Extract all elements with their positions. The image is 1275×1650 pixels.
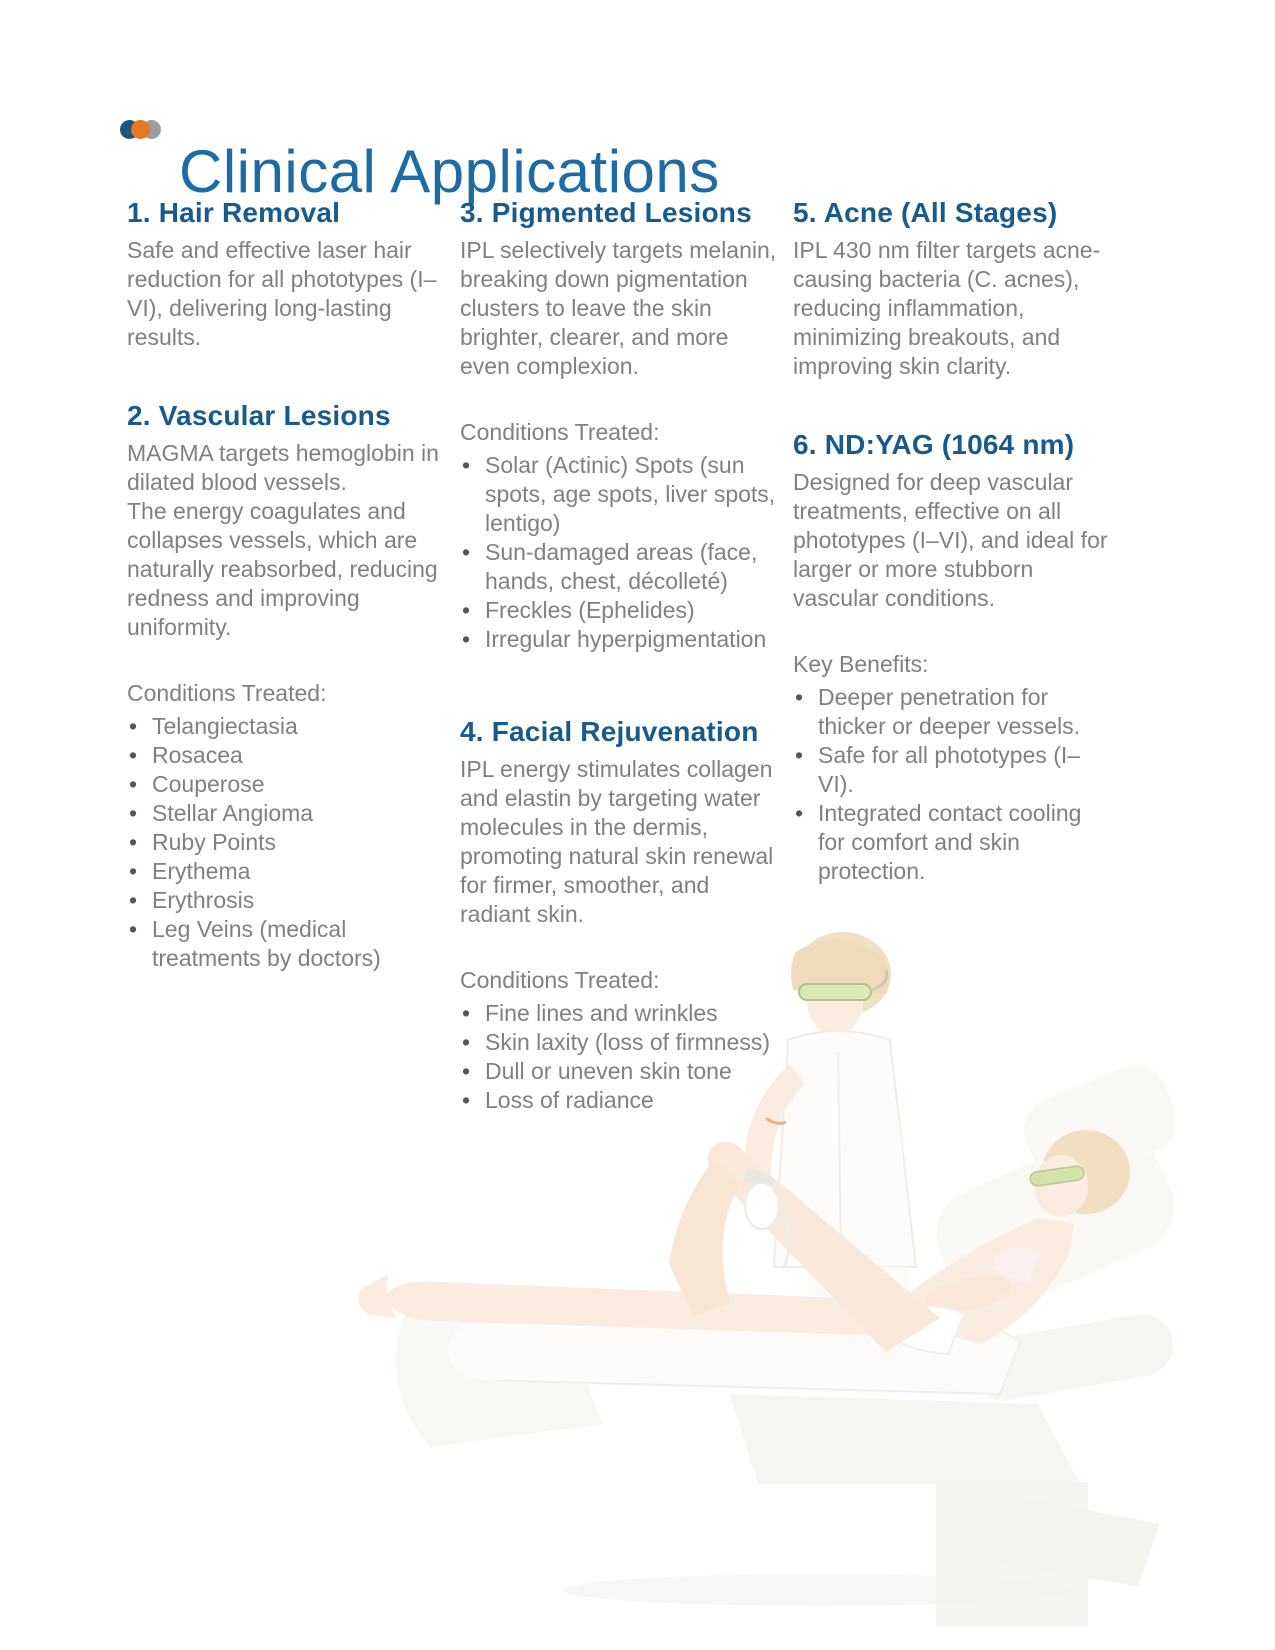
list-item: • Solar (Actinic) Spots (sun spots, age spots, liver spots, lentigo) — [460, 451, 778, 538]
list-item: • Leg Veins (medical treatments by doctors) — [127, 915, 445, 973]
list-item: • Dull or uneven skin tone — [460, 1057, 778, 1086]
section-paragraph: MAGMA targets hemoglobin in dilated blood vessels. — [127, 440, 439, 495]
page-title: Clinical Applications — [179, 138, 720, 206]
section-paragraph: IPL 430 nm filter targets acne-causing bacteria (C. acnes), reducing inflammation, minimizing breakouts, and improving skin clarity. — [793, 237, 1101, 379]
list-item: • Safe for all phototypes (I–VI). — [793, 741, 1111, 799]
section-paragraph: Safe and effective laser hair reduction for all phototypes (I–VI), delivering long-lasting results. — [127, 237, 437, 350]
list-item: • Telangiectasia — [127, 712, 445, 741]
section-heading: 1. Hair Removal — [127, 197, 341, 228]
list-item: • Sun-damaged areas (face, hands, chest, décolleté) — [460, 538, 778, 596]
section-vascular-lesions — [127, 400, 445, 973]
list-label: Conditions Treated: — [460, 967, 660, 993]
section-paragraph: Designed for deep vascular treatments, effective on all phototypes (I–VI), and ideal for larger or more stubborn vascular conditions. — [793, 469, 1108, 611]
list-item: • Erythema — [127, 857, 445, 886]
section-pigmented-lesions — [460, 197, 778, 654]
section-acne — [793, 197, 1111, 381]
conditions-list — [460, 451, 778, 654]
list-item: • Stellar Angioma — [127, 799, 445, 828]
section-heading: 4. Facial Rejuvenation — [460, 716, 759, 747]
list-label: Key Benefits: — [793, 651, 929, 677]
section-heading: 3. Pigmented Lesions — [460, 197, 752, 228]
section-ndyag — [793, 429, 1111, 886]
list-item: • Rosacea — [127, 741, 445, 770]
list-item: • Freckles (Ephelides) — [460, 596, 778, 625]
section-heading: 6. ND:YAG (1064 nm) — [793, 429, 1075, 460]
benefits-list — [793, 683, 1111, 886]
three-dot-logo-icon — [120, 120, 161, 139]
patient-figure — [358, 1130, 1130, 1354]
list-item: • Deeper penetration for thicker or deeper vessels. — [793, 683, 1111, 741]
list-item: • Irregular hyperpigmentation — [460, 625, 778, 654]
list-item: • Ruby Points — [127, 828, 445, 857]
section-heading: 2. Vascular Lesions — [127, 400, 391, 431]
section-heading: 5. Acne (All Stages) — [793, 197, 1058, 228]
list-item: • Loss of radiance — [460, 1086, 778, 1115]
list-item: • Couperose — [127, 770, 445, 799]
list-item: • Fine lines and wrinkles — [460, 999, 778, 1028]
section-paragraph: IPL energy stimulates collagen and elastin by targeting water molecules in the dermis, promoting natural skin renewal for firmer, smoother, and radiant skin. — [460, 756, 774, 927]
list-item: • Skin laxity (loss of firmness) — [460, 1028, 778, 1057]
list-item: • Erythrosis — [127, 886, 445, 915]
list-label: Conditions Treated: — [127, 680, 327, 706]
list-item: • Integrated contact cooling for comfort and skin protection. — [793, 799, 1111, 886]
section-hair-removal — [127, 197, 445, 352]
list-label: Conditions Treated: — [460, 419, 660, 445]
section-paragraph: IPL selectively targets melanin, breaking down pigmentation clusters to leave the skin brighter, clearer, and more even complexion. — [460, 237, 777, 379]
treatment-photo — [338, 922, 1174, 1626]
logo-dot-orange — [131, 120, 150, 139]
section-paragraph: The energy coagulates and collapses vessels, which are naturally reabsorbed, reducing redness and improving uniformity. — [127, 498, 438, 640]
